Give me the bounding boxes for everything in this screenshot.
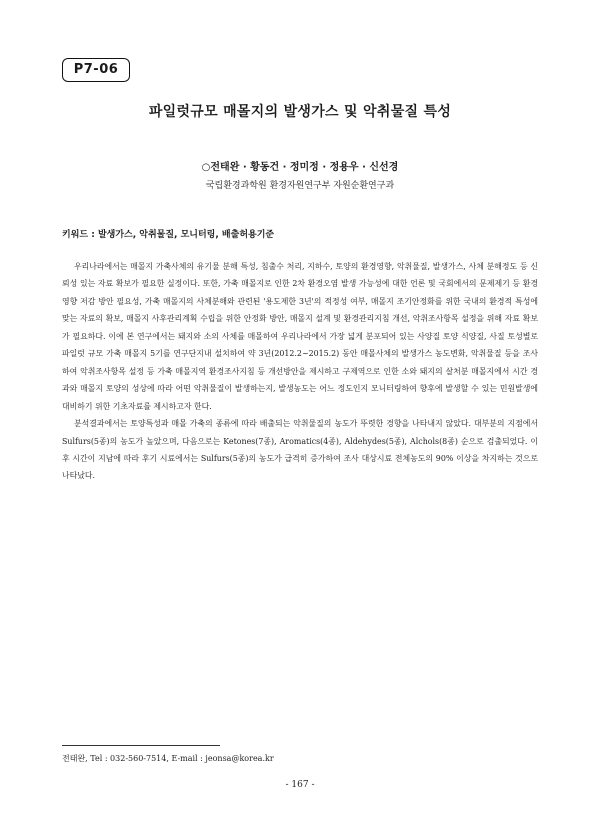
keywords-line: 키워드 : 발생가스, 악취물질, 모니터링, 배출허용기준: [62, 230, 275, 240]
page-number: - 167 -: [285, 780, 315, 790]
session-code-badge: P7-06: [62, 58, 130, 82]
affiliation: 국립환경과학원 환경자원연구부 자원순환연구과: [205, 181, 395, 191]
abstract-paragraph-1: 우리나라에서는 매몰지 가축사체의 유기물 분해 특성, 침출수 처리, 지하수, 토양의 환경영향, 악취물질, 발생가스, 사체 분해정도 등 신뢰성 있는 자료 확보가 필요한 실정이다. 또한, 가축 매몰지로 인한 2차 환경오염 발생 가능성에 대한 언론 및 국회에서의 문제제기 등 환경영향 저감 방안 필요성, 가축 매몰지의 사체분해와 관련된 '용도제한 3년'의 적정성 여부, 매몰지 조기안정화를 위한 국내의 환경적 특성에 맞는 자료의 확보, 매몰지 사후관리계획 수립을 위한 안정화 방안, 매몰지 설계 및 환경관리지침 개선, 악취조사항목 설정을 위해 자료 확보가 필요하다. 이에 본 연구에서는 돼지와 소의 사체를 매몰하여 우리나라에서 가장 넓게 분포되어 있는 사양질 토양 식양질, 사질 토성별로 파일럿 규모 가축 매몰지 5기를 연구단지내 설치하여 약 3년(2012.2~2015.2) 동안 매몰사체의 발생가스 농도변화, 악취물질 등을 조사하여 악취조사항목 설정 등 가축 매몰지역 환경조사지침 등 개선방안을 제시하고 구제역으로 인한 소와 돼지의 살처분 매몰지에서 시간 경과와 매몰지 토양의 성상에 따라 어떤 악취물질이 발생하는지, 발생농도는 어느 정도인지 모니터링하여 향후에 발생할 수 있는 민원발생에 대비하기 위한 기초자료를 제시하고자 한다.: [62, 262, 538, 411]
abstract-body: [62, 258, 538, 485]
abstract-paragraph-2: 분석결과에서는 토양특성과 매몰 가축의 종류에 따라 배출되는 악취물질의 농도가 뚜렷한 경향을 나타내지 않았다. 대부분의 지점에서 Sulfurs(5종)의 농도가 높았으며, 다음으로는 Ketones(7종), Aromatics(4종), Aldehydes(5종), Alchols(8종) 순으로 검출되었다. 이후 시간이 지남에 따라 후기 시료에서는 Sulfurs(5종)의 농도가 급격히 증가하여 조사 대상시료 전체농도의 90% 이상을 차지하는 것으로 나타났다.: [62, 419, 538, 481]
paper-title: 파일럿규모 매몰지의 발생가스 및 악취물질 특성: [148, 104, 452, 120]
corresponding-author-footnote: 전태완, Tel : 032-560-7514, E-mail : jeonsa@korea.kr: [62, 754, 274, 763]
footnote-divider: [62, 745, 220, 746]
author-list: ○전태완 · 황동건 · 정미정 · 정용우 · 신선경: [201, 162, 399, 173]
